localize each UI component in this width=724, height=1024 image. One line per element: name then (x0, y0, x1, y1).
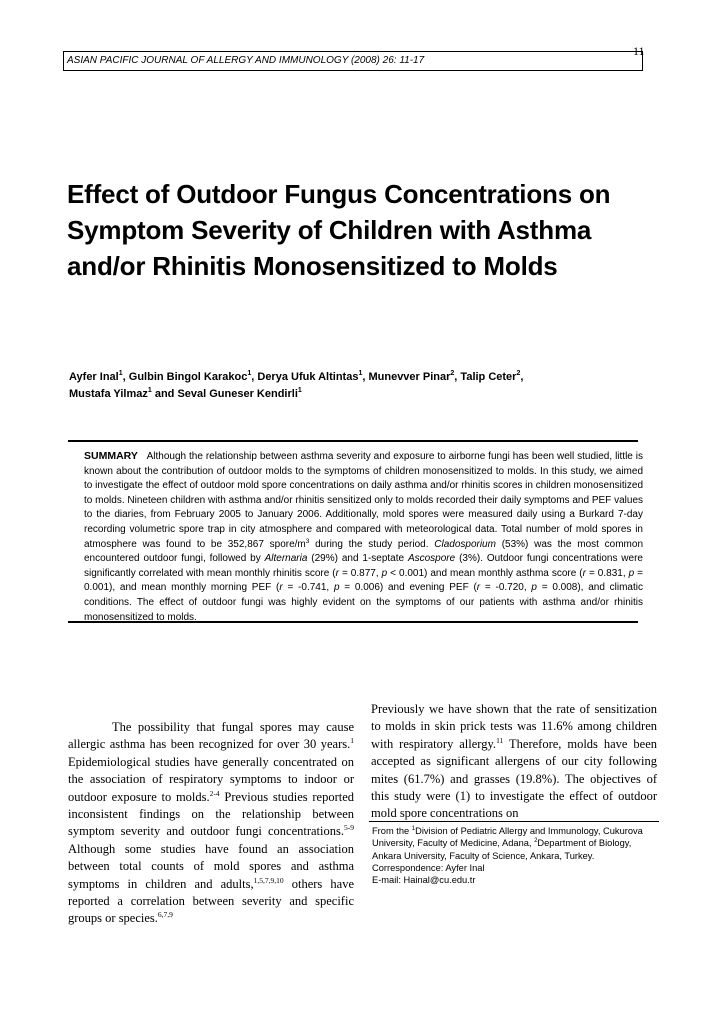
body-text: Previously we have shown that the rate of sensitization to molds in skin prick tests was 11.6% among children with respiratory allergy. (371, 702, 657, 751)
correspondence: Correspondence: Ayfer Inal (372, 862, 485, 873)
body-text: The possibility that fungal spores may cause allergic asthma has been recognized for over 30 years. (68, 720, 354, 752)
summary-text: < 0.001) and mean monthly asthma score ( (387, 567, 583, 579)
page-number: 11 (633, 44, 645, 58)
journal-citation: ASIAN PACIFIC JOURNAL OF ALLERGY AND IMMUNOLOGY (2008) 26: 11-17 (67, 55, 425, 66)
author-name: Mustafa Yilmaz (69, 388, 148, 400)
citation[interactable]: 1 (350, 736, 354, 746)
body-text: others have reported a correlation between severity and specific groups or species. (68, 876, 354, 926)
body-text: Therefore, molds have been accepted as significant allergens of our city following mites (61.7%) and grasses (19.8%). The objectives of this study were (1) to investigate the effect of outdoor mold spore concentrations on (371, 736, 657, 821)
summary-text: = 0.008), and climatic conditions. The effect of outdoor fungi was highly evident on the symptoms of our patients with asthma and/or rhinitis monosensitized to molds. (84, 582, 643, 623)
summary-label: SUMMARY (84, 450, 138, 462)
author-name: Talip Ceter (460, 371, 517, 383)
stat-symbol: p (333, 582, 340, 594)
author-list: Ayfer Inal$^1$, Gulbin Bingol Karakoc$^1$, Derya Ufuk Altintas$^1$, Munevver Pinar$^2$, Talip Ceter$^2$, Mustafa Yilmaz$^1$ and Seval Guneser Kendirli$^1$ (69, 370, 524, 400)
stat-symbol: p (381, 567, 388, 579)
affiliation-mark: 1 (411, 826, 416, 832)
affiliation-mark: 2 (450, 370, 455, 377)
body-column-right (371, 701, 657, 823)
stat-symbol: p (531, 582, 537, 594)
article-title: Effect of Outdoor Fungus Concentrations on Symptom Severity of Children with Asthma and/or Rhinitis Monosensitized to Molds (67, 179, 611, 281)
species-name: Ascospore (407, 553, 456, 565)
stat-symbol: p (628, 567, 635, 579)
summary-text: Although the relationship between asthma severity and exposure to airborne fungi has been well studied, little is known about the contribution of outdoor molds to the symptoms of children monosensitized to molds. In this study, we aimed to investigate the effect of outdoor mold spore concentrations on daily asthma and/or rhinitis scores in children monosensitized to molds. Nineteen children with asthma and/or rhinitis sensitized only to molds recorded their daily symptoms and PEF values to the diaries, from February 2005 to January 2006. Additionally, mold spores were measured daily using a Burkard 7-day recording volumetric spore trap in city atmosphere and compared with meteorological data. Total number of mold spores in atmosphere was found to be 352,867 spore/m (84, 451, 644, 550)
stat-symbol: r (582, 567, 586, 579)
footnote-text: Department of Biology, Ankara University, Faculty of Science, Ankara, Turkey. (372, 838, 632, 861)
footnote-text: From the (372, 826, 412, 836)
body-text: Epidemiological studies have generally concentrated on the association of respiratory symptoms to indoor or outdoor exposure to molds. (68, 754, 354, 804)
summary-top-rule (68, 440, 638, 442)
citation[interactable]: 1,5,7,9,10 (253, 875, 284, 885)
author-name: Gulbin Bingol Karakoc (128, 371, 248, 383)
summary-text: (29%) and 1-septate (307, 553, 408, 565)
summary-text: = 0.006) and evening PEF ( (339, 582, 477, 594)
affiliations (372, 825, 656, 862)
summary-bottom-rule (68, 621, 638, 623)
unit-superscript: 3 (305, 537, 310, 545)
citation[interactable]: 2-4 (209, 788, 220, 798)
affiliation-footnote (372, 825, 656, 886)
summary-abstract (84, 449, 643, 625)
affiliation-mark: 1 (358, 370, 363, 377)
summary-text: = -0.741, (282, 582, 334, 594)
citation[interactable]: 5-9 (344, 823, 354, 833)
summary-text: = 0.877, (338, 567, 382, 579)
stat-symbol: r (279, 582, 283, 594)
affiliation-mark: 1 (147, 387, 152, 394)
affiliation-mark: 1 (297, 387, 302, 394)
species-name: Cladosporium (434, 538, 496, 550)
summary-text: = -0.720, (480, 582, 532, 594)
affiliation-mark: 2 (516, 370, 521, 377)
summary-text: = 0.831, (585, 567, 629, 579)
email-address[interactable]: E-mail: Hainal@cu.edu.tr (372, 875, 476, 886)
body-column-left (68, 719, 354, 928)
stat-symbol: r (476, 582, 481, 594)
citation[interactable]: 11 (496, 735, 504, 745)
author-name: Seval Guneser Kendirli (177, 388, 298, 400)
footnote-rule (369, 821, 659, 822)
body-text: Previous studies reported inconsistent findings on the relationship between symptom severity and outdoor fungi concentrations. (68, 789, 354, 839)
journal-header (63, 51, 643, 71)
body-text: Although some studies have found an association between total counts of mold spores and asthma symptoms in children and adults, (68, 841, 354, 891)
summary-text: (3%). Outdoor fungi concentrations were significantly correlated with mean monthly rhinitis score ( (84, 553, 643, 579)
summary-text: = 0.001), and mean monthly morning PEF ( (84, 567, 644, 594)
footnote-text: Division of Pediatric Allergy and Immunology, Cukurova University, Faculty of Medicine, Adana, (372, 826, 643, 849)
author-name: Ayfer Inal (69, 371, 119, 383)
affiliation-mark: 1 (247, 370, 252, 377)
citation[interactable]: 6,7,9 (157, 910, 173, 920)
stat-symbol: r (335, 567, 339, 579)
author-name: Derya Ufuk Altintas (257, 371, 359, 383)
author-name: Munevver Pinar (368, 371, 451, 383)
summary-text: during the study period. (309, 538, 435, 550)
summary-text: (53%) was the most common encountered outdoor fungi, followed by (84, 538, 643, 565)
affiliation-mark: 1 (118, 370, 123, 377)
affiliation-mark: 2 (534, 838, 538, 845)
species-name: Alternaria (264, 553, 308, 565)
